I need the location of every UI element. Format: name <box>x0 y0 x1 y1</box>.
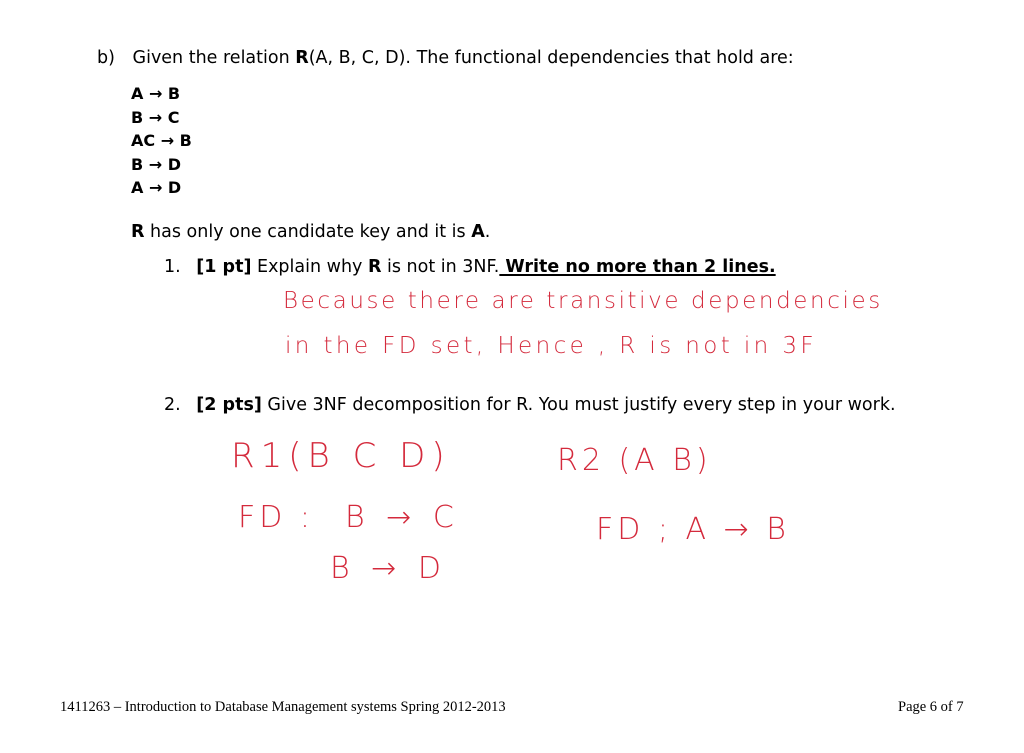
key-end: . <box>484 222 491 242</box>
question-label: b) <box>97 48 115 68</box>
part1-answer-line1: Because there are transitive dependencies <box>283 288 883 314</box>
part1-answer-line2: in the FD set, Hence , R is not in 3F <box>285 333 818 359</box>
part1-text-suffix: is not in 3NF. <box>381 257 500 277</box>
part2-text: Give 3NF decomposition for R. You must justify every step in your work. <box>261 395 896 415</box>
part1-emphasis: Write no more than 2 lines. <box>499 257 776 277</box>
footer-course: 1411263 – Introduction to Database Management systems Spring 2012-2013 <box>60 699 506 715</box>
r2-fd: FD ; A → B <box>596 512 790 547</box>
relation-r2: R2 (A B) <box>557 443 712 478</box>
candidate-key-sentence <box>131 222 490 242</box>
part1-number: 1. <box>164 257 181 277</box>
dependency-item: AC → B <box>131 131 192 150</box>
dependency-item: A → D <box>131 178 182 197</box>
part1-text-prefix: Explain why <box>251 257 368 277</box>
relation-name: R <box>131 222 145 242</box>
candidate-key: A <box>471 222 485 242</box>
r1-fd-label: FD : <box>238 500 314 535</box>
part2-question <box>164 395 896 415</box>
r1-fd-2: B → D <box>330 551 447 586</box>
question-intro <box>97 48 794 68</box>
key-middle: has only one candidate key and it is <box>144 222 472 242</box>
relation-r1: R1(B C D) <box>231 436 451 476</box>
relation-name: R <box>367 257 382 277</box>
part2-number: 2. <box>164 395 181 415</box>
dependency-item: B → C <box>131 107 180 127</box>
intro-suffix: (A, B, C, D). The functional dependencies that hold are: <box>308 48 794 68</box>
intro-prefix: Given the relation <box>132 48 296 68</box>
part1-points: [1 pt] <box>196 257 252 277</box>
dependency-item: A → B <box>131 84 181 103</box>
part2-points: [2 pts] <box>196 395 262 415</box>
dependency-item: B → D <box>131 154 182 174</box>
footer-page-number: Page 6 of 7 <box>898 699 964 715</box>
part1-question <box>164 257 776 277</box>
r1-fd-1: B → C <box>345 500 460 535</box>
dependency-list <box>131 82 192 200</box>
relation-name: R <box>295 48 309 68</box>
